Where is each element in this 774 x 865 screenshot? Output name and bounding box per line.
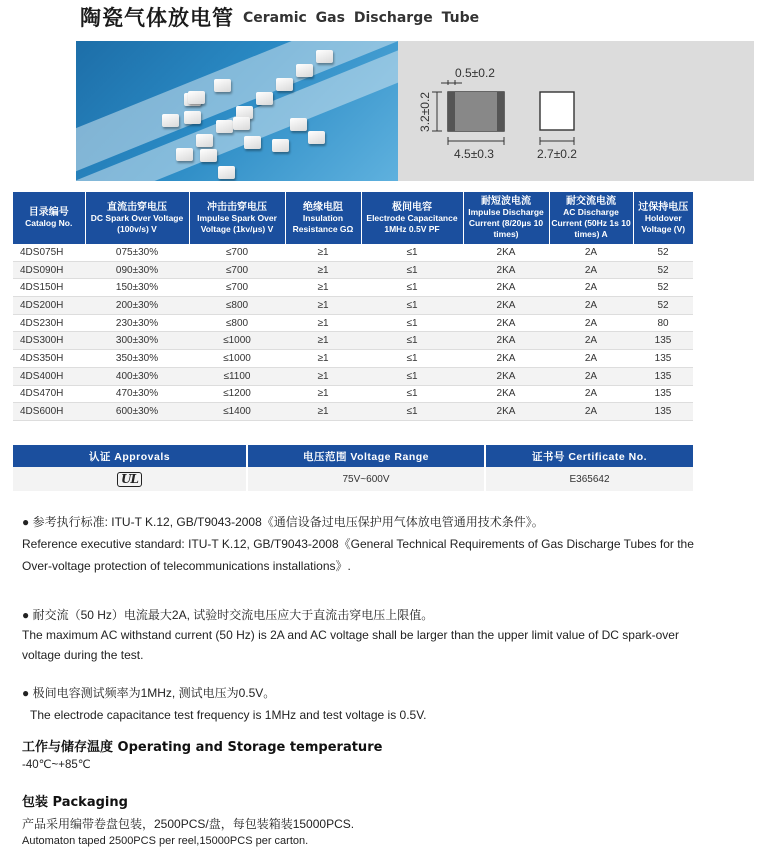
operating-text: -40℃~+85℃	[22, 759, 91, 771]
table-row: 4DS230H 230±30% ≤800 ≥1 ≤1 2KA 2A 80	[13, 314, 693, 332]
col-dc-spark: 直流击穿电压 DC Spark Over Voltage (100v/s) V	[85, 192, 189, 244]
voltage-range-header: 电压范围 Voltage Range	[247, 445, 485, 467]
note-cap-en: The electrode capacitance test frequency is 1MHz and test voltage is 0.5V.	[30, 708, 427, 722]
page-title-en: Ceramic Gas Discharge Tube	[243, 10, 480, 26]
col-impulse-current: 耐短波电流 Impulse Discharge Current (8/20μs 10 times)	[463, 192, 549, 244]
table-row: 4DS075H 075±30% ≤700 ≥1 ≤1 2KA 2A 52	[13, 244, 693, 261]
voltage-range-value: 75V~600V	[247, 467, 485, 491]
certificate-value: E365642	[485, 467, 693, 491]
table-row: 4DS470H 470±30% ≤1200 ≥1 ≤1 2KA 2A 135	[13, 385, 693, 403]
note-standard-cn: ● 参考执行标准: ITU-T K.12, GB/T9043-2008《通信设备过电压保护用气体放电管通用技术条件》。	[22, 515, 544, 529]
table-row: 4DS600H 600±30% ≤1400 ≥1 ≤1 2KA 2A 135	[13, 403, 693, 421]
col-catalog: 目录编号 Catalog No.	[13, 192, 85, 244]
approvals-table	[13, 445, 693, 491]
dim-bottom-label: 4.5±0.3	[454, 147, 494, 161]
table-row: 4DS350H 350±30% ≤1000 ≥1 ≤1 2KA 2A 135	[13, 350, 693, 368]
note-capacitance	[22, 682, 742, 726]
page-title-cn: 陶瓷气体放电管	[80, 6, 234, 30]
spec-table	[13, 192, 693, 421]
dim-left-label: 3.2±0.2	[418, 92, 432, 132]
ul-logo	[13, 467, 247, 491]
table-row: 4DS090H 090±30% ≤700 ≥1 ≤1 2KA 2A 52	[13, 261, 693, 279]
col-insulation: 绝缘电阻 Insulation Resistance GΩ	[285, 192, 361, 244]
table-row: 4DS150H 150±30% ≤700 ≥1 ≤1 2KA 2A 52	[13, 279, 693, 297]
approvals-header: 认证 Approvals	[13, 445, 247, 467]
note-ac-cn: ● 耐交流（50 Hz）电流最大2A, 试验时交流电压应大于直流击穿电压上限值。	[22, 608, 434, 622]
ul-logo-icon: UL	[117, 472, 142, 487]
packaging-en: Automaton taped 2500PCS per reel,15000PCS per carton.	[22, 835, 309, 847]
note-standard-en-2: Over-voltage protection of telecommunications installations》.	[22, 559, 351, 573]
packaging-cn: 产品采用编带卷盘包装，2500PCS/盘，每包装箱装15000PCS.	[22, 817, 355, 831]
product-photo	[76, 41, 398, 181]
col-impulse-spark: 冲击击穿电压 Impulse Spark Over Voltage (1kv/μs) V	[189, 192, 285, 244]
note-ac-en-1: The maximum AC withstand current (50 Hz) is 2A and AC voltage shall be larger than the upper limit value of DC spark-over	[22, 628, 679, 642]
col-ac-current: 耐交流电流 AC Discharge Current (50Hz 1s 10 times) A	[549, 192, 633, 244]
table-row: 4DS400H 400±30% ≤1100 ≥1 ≤1 2KA 2A 135	[13, 367, 693, 385]
dim-top-label: 0.5±0.2	[455, 66, 495, 80]
note-standard	[22, 511, 742, 577]
note-ac-en-2: voltage during the test.	[22, 648, 144, 662]
col-capacitance: 极间电容 Electrode Capacitance 1MHz 0.5V PF	[361, 192, 463, 244]
spec-header-row	[13, 192, 693, 244]
dim-side-label: 2.7±0.2	[537, 147, 577, 161]
dimension-drawing	[398, 41, 754, 181]
table-row: 4DS300H 300±30% ≤1000 ≥1 ≤1 2KA 2A 135	[13, 332, 693, 350]
col-holdover: 过保持电压 Holdover Voltage (V)	[633, 192, 693, 244]
table-row: 4DS200H 200±30% ≤800 ≥1 ≤1 2KA 2A 52	[13, 297, 693, 315]
note-ac-current	[22, 605, 742, 665]
packaging-title: 包装 Packaging	[22, 795, 128, 810]
certificate-header: 证书号 Certificate No.	[485, 445, 693, 467]
note-cap-cn: ● 极间电容测试频率为1MHz, 测试电压为0.5V。	[22, 686, 276, 700]
note-standard-en-1: Reference executive standard: ITU-T K.12, GB/T9043-2008《General Technical Requirements of Gas Discharge Tubes for the	[22, 537, 694, 551]
operating-title: 工作与储存温度 Operating and Storage temperature	[22, 740, 383, 755]
